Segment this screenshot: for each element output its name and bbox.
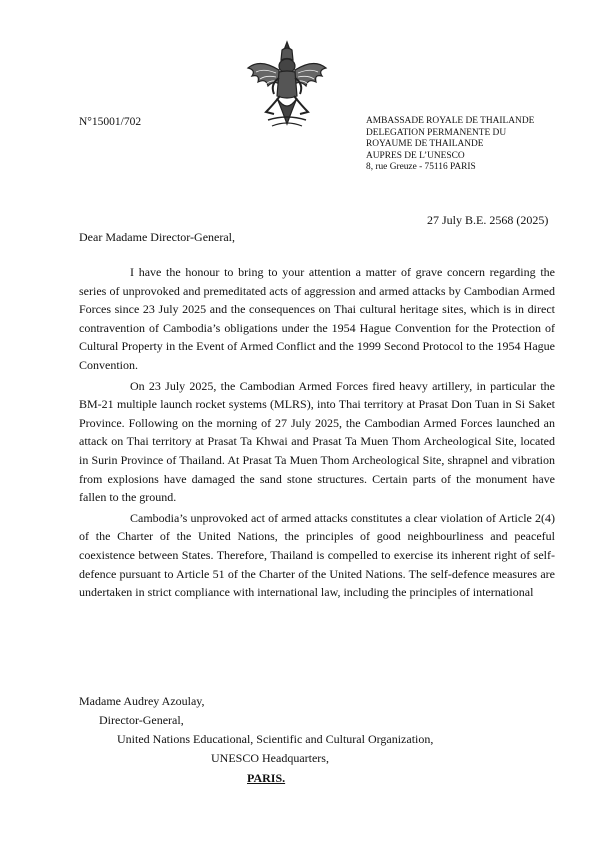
salutation: Dear Madame Director-General, [79,230,236,244]
addressee-headquarters: UNESCO Headquarters, [211,751,329,765]
address-line: AMBASSADE ROYALE DE THAILANDE [366,116,535,126]
letter-body [79,263,555,602]
addressee-organization: United Nations Educational, Scientific and Cultural Organization, [117,732,434,746]
address-line: ROYAUME DE THAILANDE [366,139,484,150]
address-line: AUPRES DE L’UNESCO [366,150,465,161]
reference-number: N°15001/702 [79,116,142,128]
address-line: DELEGATION PERMANENTE DU [366,127,507,138]
addressee-title: Director-General, [99,713,184,727]
body-paragraph: Cambodia’s unprovoked act of armed attacks constitutes a clear violation of Article 2(4) of the Charter of the United Nations, the principles of good neighbourliness and peaceful coexistence between States. Therefore, Thailand is compelled to exercise its inherent right of self-defence pursuant to Article 51 of the Charter of the United Nations. The self-defence measures are undertaken in strict compliance with international law, including the principles of international [79,510,555,600]
addressee-name: Madame Audrey Azoulay, [79,694,205,708]
garuda-emblem-icon [246,40,328,128]
letter-date: 27 July B.E. 2568 (2025) [427,213,549,227]
body-paragraph: I have the honour to bring to your attention a matter of grave concern regarding the series of unprovoked and premeditated acts of aggression and armed attacks by Cambodian Armed Forces since 23 July 2025 and the consequences on Thai cultural heritage sites, which is in direct contravention of Cambodia’s obligations under the 1954 Hague Convention for the Protection of Cultural Property in the Event of Armed Conflict and the 1999 Second Protocol to the 1954 Hague Convention. [79,265,555,372]
body-paragraph: On 23 July 2025, the Cambodian Armed Forces fired heavy artillery, in particular the BM-21 multiple launch rocket systems (MLRS), into Thai territory at Prasat Don Tuan in Si Saket Province. Following on the morning of 27 July 2025, the Cambodian Armed Forces launched an attack on Thai territory at Prasat Ta Khwai and Prasat Ta Muen Thom Archeological Site, located in Surin Province of Thailand. At Prasat Ta Muen Thom Archeological Site, shrapnel and vibration from explosions have damaged the sand stone structures. Certain parts of the monument have fallen to the ground. [79,378,555,505]
addressee-city: PARIS. [247,771,286,785]
address-line: 8, rue Greuze - 75116 PARIS [366,162,476,173]
embassy-address [366,116,534,174]
